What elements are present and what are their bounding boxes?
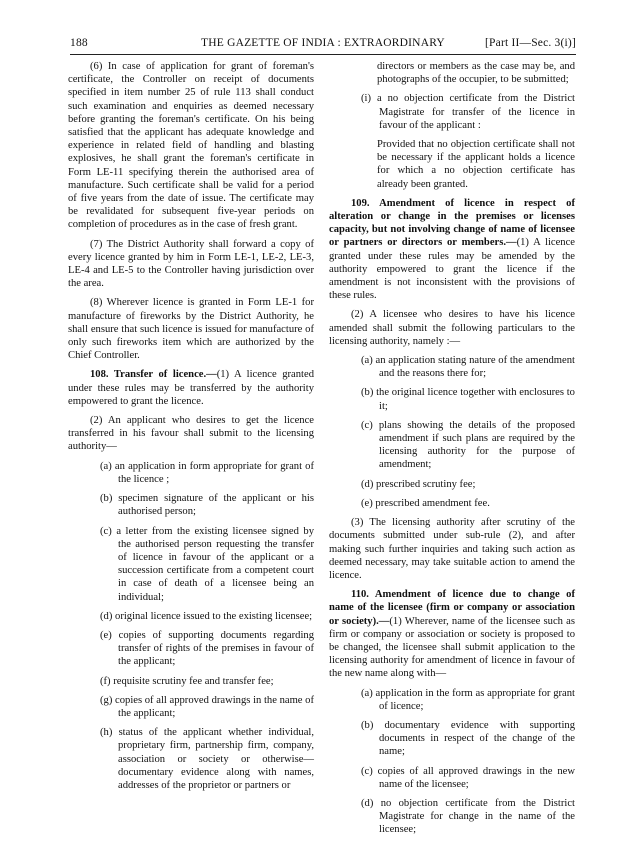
list-item <box>329 419 575 472</box>
rule-109 <box>329 197 575 303</box>
list-item <box>329 497 575 510</box>
item-label: (b) <box>100 493 113 505</box>
rule-110-text: (1) Wherever, name of the licensee such as firm or company or association or society is proposed to be changed, the licensee shall submit application to the licensing authority for amendment of licence in favour of the new name along with— <box>329 615 575 680</box>
rule-108-text: (1) A licence granted under these rules may be transferred by the authority empowered to grant the licence. <box>68 369 314 407</box>
item-label: (c) <box>361 419 373 431</box>
rule-109-items <box>329 354 575 510</box>
item-text: status of the applicant whether individual, proprietary firm, partnership firm, company, association or society or otherwise— documentary evidence along with names, addresses of the proprietor or partners or <box>118 727 314 791</box>
list-item <box>68 460 314 486</box>
gazette-title: THE GAZETTE OF INDIA : EXTRAORDINARY <box>201 37 445 49</box>
item-h-continued: directors or members as the case may be, and photographs of the occupier, to be submitted; <box>377 61 575 86</box>
item-text: prescribed amendment fee. <box>375 497 490 509</box>
item-text: the original licence together with enclosures to it; <box>376 387 575 412</box>
rule-109-sub-3: (3) The licensing authority after scrutiny of the documents submitted under sub-rule (2), and after making such further inquiries and taking such action as deemed necessary, may take suitable action to amend the licence. <box>329 517 575 581</box>
item-text: a letter from the existing licensee signed by the authorised person requesting the transfer of licence in favour of the applicant or a succession certificate from a competent court in case of death of a licensee being an individual; <box>116 525 314 603</box>
item-text: plans showing the details of the proposed amendment if such plans are required by the licensing authority for the purpose of amendment; <box>378 419 575 471</box>
item-text: documentary evidence with supporting documents in respect of the change of the name; <box>379 719 575 758</box>
right-column <box>329 60 575 843</box>
list-item <box>68 525 314 604</box>
item-label: (c) <box>361 765 373 777</box>
item-text: copies of all approved drawings in the new name of the licensee; <box>377 765 575 790</box>
item-text: copies of all approved drawings in the name of the applicant; <box>115 694 314 719</box>
list-item <box>68 694 314 720</box>
rule-108-heading: 108. Transfer of licence.— <box>90 369 217 381</box>
item-label: (f) <box>100 675 111 687</box>
item-label: (h) <box>100 727 113 739</box>
paragraph-8: (8) Wherever licence is granted in Form LE-1 for manufacture of fireworks by the District Authority, he shall ensure that such licence is issued for manufacture of only such fireworks item which are authorized by the Chief Controller. <box>68 297 314 362</box>
rule-109-text: (1) A licence granted under these rules may be amended by the authority empowered to grant the licence if the amendment is not inconsistent with the provisions of these rules. <box>329 237 575 302</box>
item-label: (a) <box>361 687 373 699</box>
item-text: an application stating nature of the amendment and the reasons there for; <box>375 355 575 380</box>
rule-110-items <box>329 687 575 837</box>
item-label: (d) <box>361 797 374 809</box>
header-rule <box>70 54 576 55</box>
proviso: Provided that no objection certificate shall not be necessary if the applicant holds a licence for which a no objection certificate has already been granted. <box>377 139 575 190</box>
item-text: prescribed scrutiny fee; <box>376 478 476 490</box>
list-item <box>329 386 575 412</box>
paragraph-6: (6) In case of application for grant of foreman's certificate, the Controller on receipt of documents specified in item number 25 of rule 113 shall conduct such examination and enquiries as deemed necessary before granting the foreman's certificate. On his being satisfied that the applicant has adequate knowledge and experience in related field of handling and blasting explosives, he shall grant the foreman's certificate in Form LE-11 specifying therein the authorised area of manufacture. Such certificate shall be valid for a period of five years from the date of issue. The certificate may be revalidated for subsequent five-year periods on completion of procedures as in the case of fresh grant. <box>68 61 314 231</box>
item-text: copies of supporting documents regarding transfer of rights of the premises in favour of the applicant; <box>118 629 314 668</box>
list-item <box>68 492 314 518</box>
rule-110-heading: 110. Amendment of licence due to change of name of the licensee (firm or company or association or society).— <box>329 589 575 627</box>
item-text: no objection certificate from the District Magistrate for change in the name of the licensee; <box>379 797 575 836</box>
page-number: 188 <box>70 37 88 49</box>
item-label: (b) <box>361 719 374 731</box>
item-label: (i) <box>361 93 371 105</box>
list-item <box>68 629 314 669</box>
item-text: an application in form appropriate for grant of the licence ; <box>114 460 314 485</box>
item-label: (a) <box>100 460 112 472</box>
rule-109-heading: 109. Amendment of licence in respect of alteration or change in the premises or licenses capacity, but not involving change of name of licensee or partners or directors or members.— <box>329 197 575 249</box>
item-label: (d) <box>361 478 374 490</box>
rule-108-items <box>68 460 314 792</box>
list-item <box>68 675 314 688</box>
rule-110 <box>329 588 575 680</box>
item-label: (e) <box>100 629 112 641</box>
item-text: specimen signature of the applicant or his authorised person; <box>118 493 314 518</box>
rule-109-sub-2: (2) A licensee who desires to have his licence amended shall submit the following particulars to the licensing authority, namely :— <box>329 309 575 347</box>
left-column <box>68 60 314 798</box>
list-item <box>329 354 575 380</box>
page-header <box>70 37 576 55</box>
list-item <box>68 610 314 623</box>
list-item <box>329 478 575 491</box>
item-label: (e) <box>361 497 373 509</box>
list-item <box>329 687 575 713</box>
paragraph-7: (7) The District Authority shall forward a copy of every licence granted by him in Form LE-1, LE-2, LE-3, LE-4 and LE-5 to the Controller having jurisdiction over the area. <box>68 238 314 290</box>
list-item <box>329 765 575 791</box>
item-text: a no objection certificate from the District Magistrate for transfer of the licence in favour of the applicant : <box>376 93 575 131</box>
item-label: (a) <box>361 355 373 367</box>
item-label: (c) <box>100 525 112 537</box>
list-item <box>68 726 314 792</box>
rule-108 <box>68 368 314 408</box>
item-label: (g) <box>100 694 113 706</box>
item-text: application in the form as appropriate for grant of licence; <box>375 687 575 712</box>
list-item <box>329 719 575 759</box>
item-text: original licence issued to the existing licensee; <box>115 610 313 622</box>
section-label: [Part II—Sec. 3(i)] <box>485 37 576 49</box>
item-label: (b) <box>361 387 374 399</box>
rule-108-sub-2: (2) An applicant who desires to get the licence transferred in his favour shall submit to the licensing authority— <box>68 415 314 453</box>
item-text: requisite scrutiny fee and transfer fee; <box>113 675 274 687</box>
list-item <box>329 797 575 837</box>
item-label: (d) <box>100 610 113 622</box>
list-item <box>329 92 575 132</box>
